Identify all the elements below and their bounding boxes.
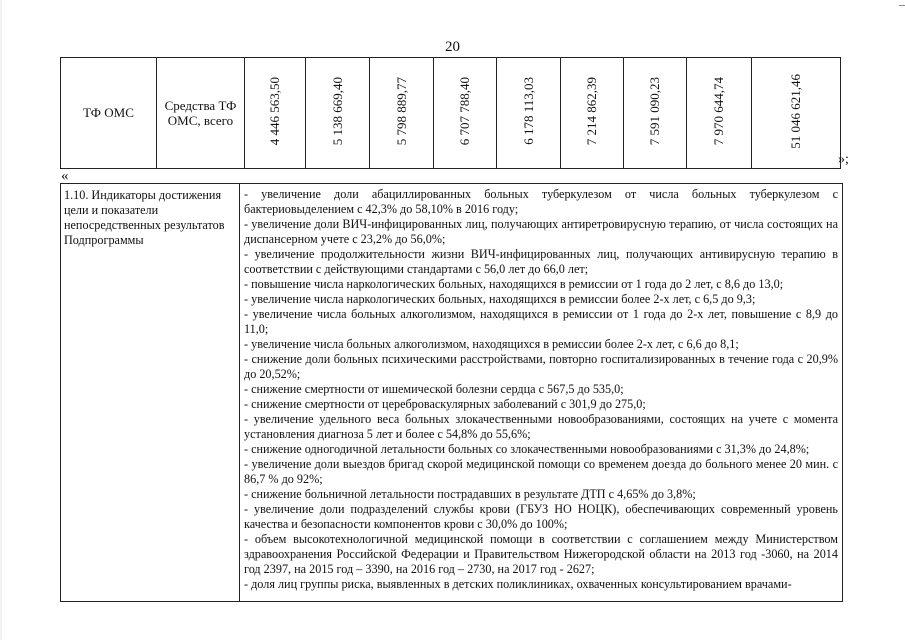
list-item: - увеличение доли выездов бригад скорой медицинской помощи со временем доезда до больного менее 20 мин. с 86,7 % до 92%; <box>244 457 838 486</box>
list-item: - снижение смертности от цереброваскулярных заболеваний с 301,9 до 275,0; <box>244 397 646 411</box>
value-cell <box>561 58 624 169</box>
section-label-cell <box>61 184 240 602</box>
section-label: 1.10. Индикаторы достижения цели и показатели непосредственных результатов Подпрограммы <box>64 188 225 247</box>
list-item: - увеличение числа больных алкоголизмом, находящихся в ремиссии от 1 года до 2-х лет, повышение с 8,9 до 11,0; <box>244 307 838 336</box>
scan-mark <box>899 5 905 6</box>
list-item: - объем высокотехнологичной медицинской помощи в соответствии с соглашением между Министерством здравоохранения Российской Федерации и Правительством Нижегородской области на 2013 год -3060, на 2014 год 2397, на 2015 год – 3390, на 2016 год – 2730, на 2017 год - 2627; <box>244 532 838 576</box>
page-number: 20 <box>445 39 460 55</box>
list-item: - увеличение числа больных алкоголизмом, находящихся в ремиссии более 2-х лет, с 6,6 до 8,1; <box>244 337 739 351</box>
value-2016: 6 178 113,03 <box>520 77 536 145</box>
value-2019: 7 970 644,74 <box>711 76 726 146</box>
indicator-list <box>240 184 843 602</box>
scan-edge <box>0 0 2 640</box>
list-item: - снижение больничной летальности пострадавших в результате ДТП с 4,65% до 3,8%; <box>244 487 696 501</box>
value-2015: 6 707 788,40 <box>457 76 472 146</box>
closing-quote: »; <box>838 152 849 167</box>
value-2018: 7 591 090,23 <box>647 76 662 146</box>
value-2013: 5 138 669,40 <box>329 76 345 146</box>
list-item: - снижение доли больных психическими расстройствами, повторно госпитализированных в течение года с 20,9% до 20,52%; <box>244 352 838 381</box>
list-item: - доля лиц группы риска, выявленных в детских поликлиниках, охваченных консультированием врачами- <box>244 577 792 591</box>
org-label: ТФ ОМС <box>83 105 134 120</box>
org-cell <box>61 58 157 169</box>
value-2014: 5 798 889,77 <box>393 76 409 146</box>
value-cell <box>624 58 687 169</box>
value-cell <box>306 58 370 169</box>
list-item: - увеличение числа наркологических больных, находящихся в ремиссии более 2-х лет, с 6,5 до 9,3; <box>244 292 756 306</box>
list-item: - увеличение доли подразделений службы крови (ГБУЗ НО НОЦК), обеспечивающих современный уровень качества и безопасности компонентов крови с 30,0% до 100%; <box>244 502 838 531</box>
funding-row <box>61 58 841 169</box>
source-label: Средства ТФ ОМС, всего <box>164 98 237 128</box>
opening-quote: « <box>61 168 69 184</box>
value-2012: 4 446 563,50 <box>267 76 282 146</box>
list-item: - увеличение удельного веса больных злокачественными новообразованиями, состоящих на учете с момента установления диагноза 5 лет и более с 54,8% до 55,6%; <box>244 412 838 441</box>
value-cell <box>497 58 561 169</box>
indicators-table <box>60 183 843 602</box>
value-cell <box>434 58 497 169</box>
list-item: - снижение смертности от ишемической болезни сердца с 567,5 до 535,0; <box>244 382 624 396</box>
list-item: - повышение числа наркологических больных, находящихся в ремиссии от 1 года до 2 лет, с 8,6 до 13,0; <box>244 277 784 291</box>
value-cell <box>370 58 434 169</box>
funding-table <box>60 57 841 169</box>
value-2017: 7 214 862,39 <box>584 76 599 146</box>
value-cell <box>245 58 306 169</box>
value-total: 51 046 621,46 <box>788 73 803 149</box>
list-item: - увеличение продолжительности жизни ВИЧ-инфицированных лиц, получающих антивирусную терапию в соответствии с действующими стандартами с 56,0 лет до 66,0 лет; <box>244 247 838 276</box>
list-item: - снижение одногодичной летальности больных со злокачественными новообразованиями с 31,3% до 24,8%; <box>244 442 810 456</box>
source-cell <box>157 58 245 169</box>
value-cell <box>687 58 752 169</box>
list-item: - увеличение доли ВИЧ-инфицированных лиц, получающих антиретровирусную терапию, от числа состоящих на диспансерном учете с 23,2% до 56,0%; <box>244 217 838 246</box>
indicators-row <box>61 184 843 602</box>
list-item: - увеличение доли абациллированных больных туберкулезом от числа больных туберкулезом с бактериовыделением с 42,3% до 58,10% в 2016 году; <box>244 187 838 216</box>
total-cell <box>752 58 841 169</box>
